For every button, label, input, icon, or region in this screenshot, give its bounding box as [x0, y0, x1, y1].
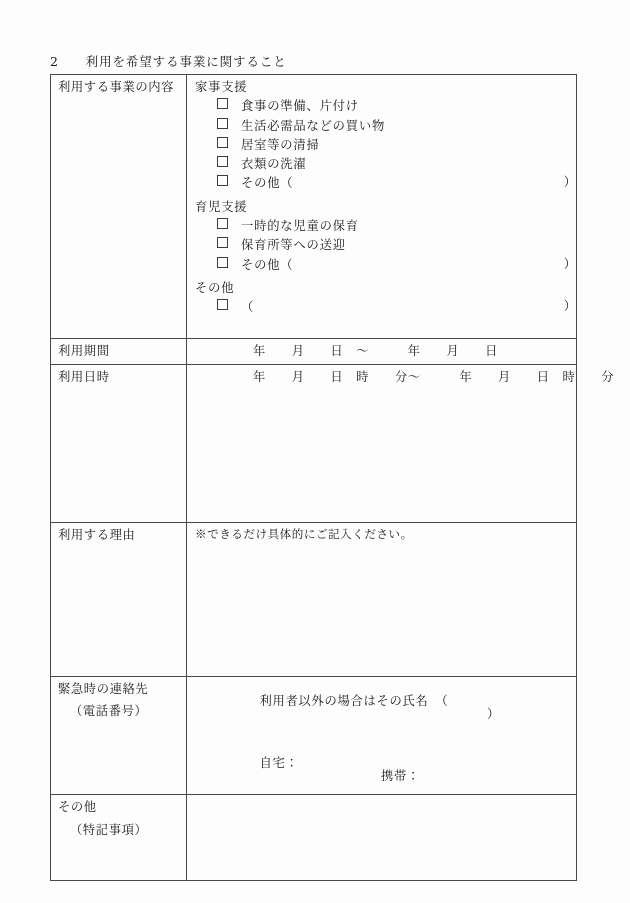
checkbox-label: 衣類の洗濯 [241, 157, 307, 172]
checkbox-item-free-other[interactable] [195, 300, 598, 313]
checkbox-item-childcare-other[interactable] [195, 258, 598, 271]
checkbox-icon[interactable] [217, 257, 228, 268]
checkbox-item-nursery-transport[interactable] [195, 238, 598, 251]
other-label-main: その他 [58, 800, 97, 815]
row-label-period: 利用期間 [58, 344, 110, 358]
paren-close: ） [563, 175, 576, 190]
row-label-reason: 利用する理由 [58, 528, 136, 542]
checkbox-label: （ [241, 300, 255, 315]
application-form-table [50, 74, 615, 881]
paren-close: ） [563, 299, 576, 314]
row-label-services: 利用する事業の内容 [58, 80, 175, 94]
checkbox-item-temporary-childcare[interactable] [195, 219, 598, 232]
checkbox-icon[interactable] [217, 175, 228, 186]
checkbox-item-housekeeping-other[interactable] [195, 176, 598, 189]
contact-label-sub: （電話番号） [70, 704, 148, 719]
row-value-services-cell [187, 75, 577, 339]
checkbox-item-shopping[interactable] [195, 119, 598, 132]
checkbox-item-room-cleaning[interactable] [195, 138, 598, 151]
checkbox-label: その他（ [241, 257, 294, 272]
contact-name-label: 利用者以外の場合はその氏名 （ [259, 694, 449, 709]
other-label-sub: （特記事項） [70, 822, 148, 837]
table-row-period [51, 339, 577, 365]
section-title: 利用を希望する事業に関すること [85, 54, 287, 69]
checkbox-icon[interactable] [217, 218, 228, 229]
period-date-line: 年 月 日 ～ 年 月 日 [253, 344, 499, 358]
checkbox-icon[interactable] [217, 137, 228, 148]
row-label-period-cell [51, 339, 187, 365]
row-label-services-cell [51, 75, 187, 339]
group-title-other: その他 [195, 280, 235, 295]
contact-label-main: 緊急時の連絡先 [58, 682, 149, 696]
checkbox-label: 保育所等への送迎 [241, 238, 346, 253]
checkbox-label: 生活必需品などの買い物 [241, 118, 386, 133]
row-label-datetime-cell [51, 365, 187, 523]
row-label-other-cell [51, 795, 187, 881]
checkbox-icon[interactable] [217, 237, 228, 248]
row-label-reason-cell [51, 523, 187, 677]
checkbox-label: 居室等の清掃 [241, 137, 320, 152]
checkbox-item-laundry[interactable] [195, 157, 598, 170]
checkbox-icon[interactable] [217, 299, 228, 310]
home-phone-label: 自宅： [259, 756, 299, 771]
section-heading [50, 52, 287, 70]
row-label-other-notes [51, 795, 186, 836]
services-checklist [187, 75, 576, 314]
table-row-other-notes [51, 795, 577, 881]
checkbox-icon[interactable] [217, 156, 228, 167]
row-label-emergency-contact [51, 677, 186, 718]
other-notes-writing-area [187, 795, 576, 801]
row-value-other-cell[interactable] [187, 795, 577, 881]
row-value-period-cell[interactable] [187, 339, 577, 365]
row-label-contact-cell [51, 677, 187, 795]
table-row-services [51, 75, 577, 339]
group-title-housekeeping: 家事支援 [195, 80, 248, 94]
table-row-datetime [51, 365, 577, 523]
group-title-childcare: 育児支援 [195, 199, 248, 214]
paren-close: ） [563, 256, 576, 271]
checkbox-icon[interactable] [217, 98, 228, 109]
table-row-reason [51, 523, 577, 677]
checkbox-icon[interactable] [217, 118, 228, 129]
contact-name-line [195, 683, 576, 732]
contact-phone-line [195, 745, 576, 794]
section-number: 2 [50, 54, 59, 69]
table-row-emergency-contact [51, 677, 577, 795]
checkbox-label: 食事の準備、片付け [241, 99, 359, 114]
checkbox-label: 一時的な児童の保育 [241, 219, 359, 234]
checkbox-item-meal-prep[interactable] [195, 99, 598, 112]
datetime-date-line: 年 月 日 時 分～ 年 月 日 時 分 [253, 370, 615, 384]
mobile-phone-label: 携帯： [381, 768, 420, 783]
row-value-reason-cell[interactable] [187, 523, 577, 677]
reason-note: ※できるだけ具体的にご記入ください。 [195, 527, 413, 541]
checkbox-label: その他（ [241, 176, 294, 191]
paren-close: ） [487, 706, 500, 721]
row-value-contact-cell[interactable] [187, 677, 577, 795]
row-label-datetime: 利用日時 [58, 370, 110, 384]
row-value-datetime-cell[interactable] [187, 365, 615, 523]
